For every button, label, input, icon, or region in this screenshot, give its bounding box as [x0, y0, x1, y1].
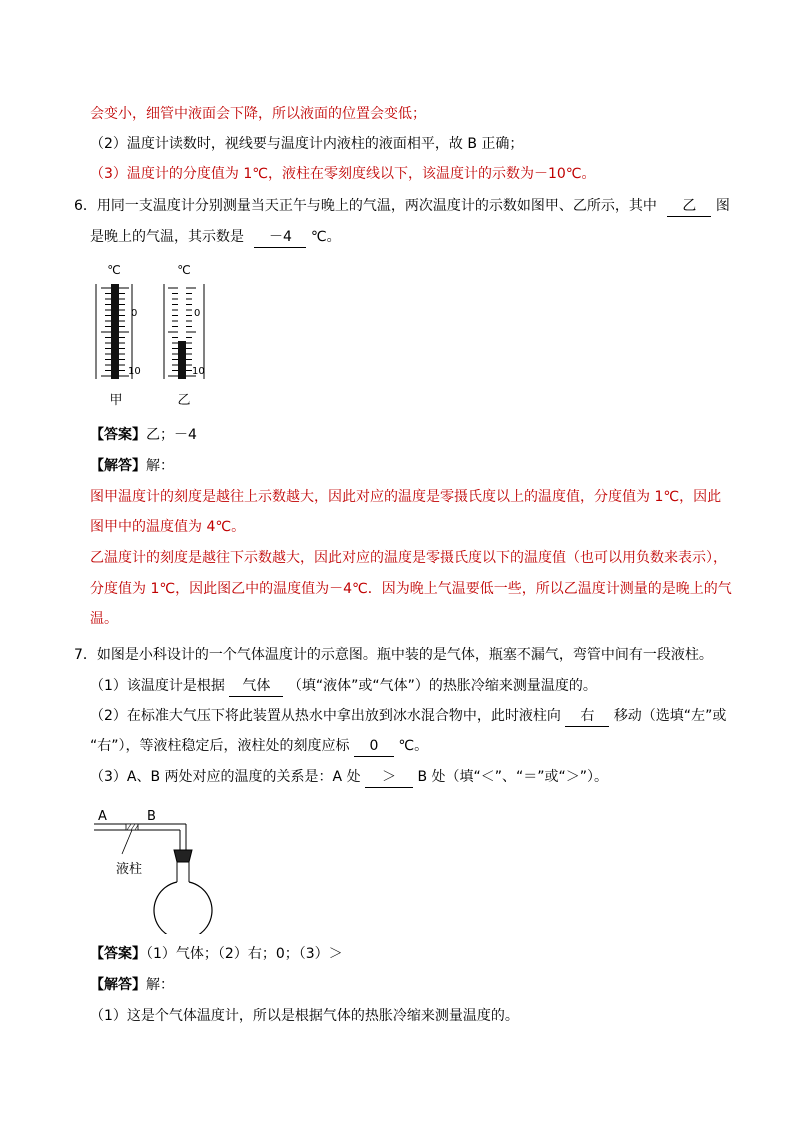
q7-part2-text3: “右”），等液柱稳定后，液柱处的刻度应标: [90, 738, 350, 754]
q6-answer-text: 乙；－4: [146, 427, 197, 443]
q7-part2-line1: [90, 706, 726, 727]
q6-exp1-line2: 图甲中的温度值为 4℃。: [90, 519, 246, 535]
q6-stem-text2: 图: [715, 198, 730, 214]
caption-yi: 乙: [177, 393, 191, 408]
label-b: B: [147, 809, 156, 824]
q6-stem-line2: [90, 227, 341, 248]
q7-part1-text2: （填“液体”或“气体”）的热胀冷缩来测量温度的。: [287, 678, 597, 694]
thermometer-figure: [86, 262, 226, 412]
q7-part2-text2: 移动（选填“左”或: [613, 708, 727, 724]
q6-stem-line1: [74, 196, 730, 217]
q6-blank2: －4: [254, 227, 306, 248]
q7-blank3: 0: [354, 736, 394, 757]
q7-part2-text1: （2）在标准大气压下将此装置从热水中拿出放到冰水混合物中，此时液柱向: [90, 708, 561, 724]
thermometer-right: [164, 263, 205, 408]
q6-blank1: 乙: [667, 196, 711, 217]
caption-jia: 甲: [109, 393, 123, 408]
liquid-column-right: [178, 341, 186, 379]
q7-exp1: （1）这是个气体温度计，所以是根据气体的热胀冷缩来测量温度的。: [90, 1008, 519, 1024]
stopper: [174, 850, 192, 862]
q7-analysis-suffix: 解：: [146, 977, 174, 993]
label-a: A: [98, 809, 107, 824]
gas-thermometer-figure: [94, 806, 224, 934]
q7-part2-text4: ℃。: [398, 738, 429, 754]
q7-answer-text: （1）气体；（2）右；0；（3）＞: [146, 946, 343, 962]
q7-blank1: 气体: [229, 676, 283, 697]
q6-analysis-header: [90, 456, 174, 476]
q6-stem-text4: ℃。: [310, 229, 341, 245]
label-liquid: 液柱: [116, 862, 143, 877]
liquid-column-left: [111, 284, 119, 379]
q7-analysis-header: [90, 975, 174, 995]
q7-analysis-tag: 【解答】: [90, 977, 146, 993]
q7-part1-text1: （1）该温度计是根据: [90, 678, 225, 694]
q7-blank2: 右: [565, 706, 609, 727]
thermometer-left: [96, 263, 141, 408]
q7-part1: [90, 676, 597, 697]
tick-ten-left: 10: [128, 366, 141, 377]
q6-stem-text1: 6．用同一支温度计分别测量当天正午与晚上的气温，两次温度计的示数如图甲、乙所示，其中: [74, 198, 657, 214]
q6-analysis-suffix: 解：: [146, 458, 174, 474]
q7-answer: [90, 944, 343, 964]
prev-answer-line1: 会变小，细管中液面会下降，所以液面的位置会变低；: [90, 106, 426, 122]
q7-part2-line2: [90, 736, 428, 757]
q6-exp2-line1: 乙温度计的刻度是越往下示数越大，因此对应的温度是零摄氏度以下的温度值（也可以用负数来表示），: [90, 550, 727, 566]
tick-zero-left: 0: [131, 308, 138, 319]
q7-blank4: ＞: [365, 767, 413, 788]
q7-part3-text1: （3）A、B 两处对应的温度的关系是：A 处: [90, 769, 361, 785]
flask: [154, 882, 212, 934]
q6-stem-text3: 是晚上的气温，其示数是: [90, 229, 244, 245]
q7-part3-text2: B 处（填“＜”、“＝”或“＞”）。: [417, 769, 609, 785]
unit-label-right: ℃: [177, 263, 191, 277]
tick-ten-right: 10: [192, 366, 205, 377]
q6-exp2-line2: 分度值为 1℃，因此图乙中的温度值为－4℃．因为晚上气温要低一些，所以乙温度计测量的是晚上的气: [90, 581, 732, 597]
q6-analysis-tag: 【解答】: [90, 458, 146, 474]
q6-answer: [90, 425, 197, 445]
q6-exp2-line3: 温。: [90, 611, 118, 627]
prev-answer-line3: （3）温度计的分度值为 1℃，液柱在零刻度线以下，该温度计的示数为－10℃。: [90, 166, 596, 182]
liquid-pointer-line: [122, 830, 132, 854]
q6-answer-tag: 【答案】: [90, 427, 146, 443]
q7-stem: 7．如图是小科设计的一个气体温度计的示意图。瓶中装的是气体，瓶塞不漏气，弯管中间有一段液柱。: [74, 647, 713, 663]
prev-answer-line2: （2）温度计读数时，视线要与温度计内液柱的液面相平，故 B 正确；: [90, 136, 524, 152]
tick-zero-right: 0: [194, 308, 201, 319]
q6-exp1-line1: 图甲温度计的刻度是越往上示数越大，因此对应的温度是零摄氏度以上的温度值，分度值为 1℃，因此: [90, 489, 722, 505]
q7-part3: [90, 767, 608, 788]
q7-answer-tag: 【答案】: [90, 946, 146, 962]
unit-label-left: ℃: [107, 263, 121, 277]
